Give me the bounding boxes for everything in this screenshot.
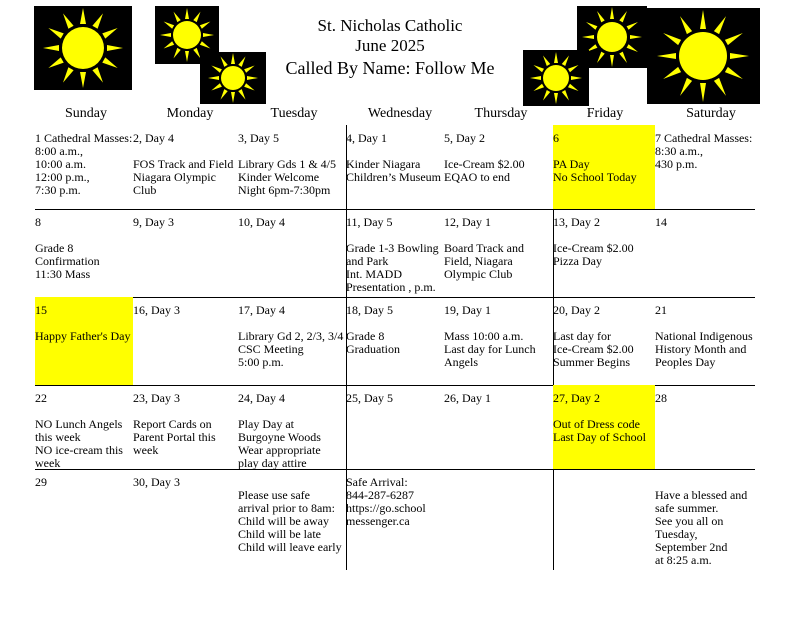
- day-header-wednesday: Wednesday: [367, 106, 433, 121]
- cell-event: Niagara Olympic Club: [133, 170, 216, 197]
- month-title: June 2025: [355, 36, 425, 55]
- calendar-cell: [655, 125, 755, 209]
- cell-event: Library Gd 2, 2/3, 3/4: [238, 329, 344, 343]
- calendar-cell: [346, 297, 444, 385]
- cell-event: Pizza Day: [553, 254, 602, 268]
- cell-event: Out of Dress code: [553, 417, 640, 431]
- cell-event: Grade 1-3 Bowling: [346, 241, 439, 255]
- cell-event: play day attire: [238, 456, 307, 469]
- calendar-cell: [133, 385, 238, 469]
- cell-date: 23, Day 3: [133, 391, 180, 405]
- cell-event: Library Gds 1 & 4/5: [238, 157, 336, 171]
- cell-event: See you all on: [655, 514, 724, 528]
- calendar-cell: [444, 469, 553, 570]
- cell-event: Peoples Day: [655, 355, 716, 369]
- cell-event: Summer Begins: [553, 355, 630, 369]
- cell-event: No School Today: [553, 170, 637, 184]
- day-header-friday: Friday: [586, 106, 624, 121]
- cell-event: 10:00 a.m.: [35, 157, 86, 171]
- cell-event: Kinder Welcome: [238, 170, 320, 184]
- cell-event: Children’s Museum: [346, 170, 441, 184]
- calendar-cell: [238, 469, 346, 570]
- cell-event: messenger.ca: [346, 514, 410, 528]
- cell-date: 18, Day 5: [346, 303, 393, 317]
- school-name: St. Nicholas Catholic: [317, 16, 463, 35]
- calendar-cell: [133, 209, 238, 297]
- cell-date: 6: [553, 131, 559, 145]
- calendar-cell: [655, 385, 755, 469]
- cell-event: arrival prior to 8am:: [238, 501, 335, 515]
- cell-event: Mass 10:00 a.m.: [444, 329, 524, 343]
- calendar-cell: [346, 469, 444, 570]
- cell-event: this week: [35, 430, 81, 444]
- calendar-cell: [553, 297, 655, 385]
- cell-event: safe summer.: [655, 501, 719, 515]
- cell-date: 17, Day 4: [238, 303, 285, 317]
- cell-event: September 2nd: [655, 540, 728, 554]
- cell-date: 11, Day 5: [346, 215, 393, 229]
- cell-event: Wear appropriate: [238, 443, 321, 457]
- cell-event: at 8:25 a.m.: [655, 553, 712, 567]
- calendar-cell: [35, 297, 133, 385]
- cell-event: 430 p.m.: [655, 157, 698, 171]
- cell-event: Board Track and: [444, 241, 524, 255]
- cell-event: Graduation: [346, 342, 400, 356]
- cell-date: 12, Day 1: [444, 215, 491, 229]
- cell-event: 5:00 p.m.: [238, 355, 284, 369]
- cell-date: 20, Day 2: [553, 303, 600, 317]
- cell-event: Parent Portal this: [133, 430, 216, 444]
- calendar-cell: [35, 125, 133, 209]
- cell-event: Grade 8: [346, 329, 385, 343]
- calendar-cell: [655, 297, 755, 385]
- cell-event: 7:30 p.m.: [35, 183, 81, 197]
- calendar-cell: [655, 209, 755, 297]
- cell-date: 27, Day 2: [553, 391, 600, 405]
- cell-date: 9, Day 3: [133, 215, 174, 229]
- cell-date: 21: [655, 303, 667, 317]
- cell-date: 25, Day 5: [346, 391, 393, 405]
- cell-event: Grade 8: [35, 241, 74, 255]
- calendar-cell: [238, 209, 346, 297]
- cell-date: 3, Day 5: [238, 131, 279, 145]
- cell-date: 26, Day 1: [444, 391, 491, 405]
- cell-event: National Indigenous: [655, 329, 753, 343]
- cell-event: History Month and: [655, 342, 747, 356]
- cell-date: 16, Day 3: [133, 303, 180, 317]
- cell-event: Ice-Cream $2.00: [553, 241, 634, 255]
- cell-date: 7 Cathedral Masses:: [655, 131, 753, 145]
- cell-event: Confirmation: [35, 254, 100, 268]
- cell-event: Int. MADD: [346, 267, 402, 281]
- cell-event: Ice-Cream $2.00: [444, 157, 525, 171]
- cell-date: 28: [655, 391, 667, 405]
- cell-event: Night 6pm-7:30pm: [238, 183, 331, 197]
- cell-date: 8: [35, 215, 41, 229]
- cell-date: 15: [35, 303, 47, 317]
- cell-event: Play Day at: [238, 417, 294, 431]
- sun-icon: [34, 6, 132, 90]
- cell-event: NO Lunch Angels: [35, 417, 123, 431]
- day-header-thursday: Thursday: [474, 106, 528, 121]
- cell-event: Child will be late: [238, 527, 321, 541]
- calendar-cell: [346, 209, 444, 297]
- calendar-cell: [553, 209, 655, 297]
- day-header-tuesday: Tuesday: [270, 106, 318, 121]
- calendar-cell: [444, 385, 553, 469]
- cell-date: 29: [35, 475, 47, 489]
- calendar-cell: [346, 125, 444, 209]
- calendar-cell: [655, 469, 755, 570]
- calendar-cell: [133, 297, 238, 385]
- cell-date: 2, Day 4: [133, 131, 174, 145]
- cell-event: Olympic Club: [444, 267, 513, 281]
- calendar-cell: [553, 125, 655, 209]
- cell-date: 5, Day 2: [444, 131, 485, 145]
- cell-event: Have a blessed and: [655, 488, 748, 502]
- cell-event: Last day for: [553, 329, 611, 343]
- cell-event: Ice-Cream $2.00: [553, 342, 634, 356]
- cell-date: 4, Day 1: [346, 131, 387, 145]
- cell-event: Safe Arrival:: [346, 475, 408, 489]
- cell-date: 22: [35, 391, 47, 405]
- cell-event: PA Day: [553, 157, 590, 171]
- cell-event: week: [133, 443, 159, 457]
- cell-event: Burgoyne Woods: [238, 430, 321, 444]
- cell-event: 844-287-6287: [346, 488, 414, 502]
- cell-date: 14: [655, 215, 667, 229]
- day-header-sunday: Sunday: [65, 106, 107, 121]
- cell-event: Presentation , p.m.: [346, 280, 436, 294]
- calendar-cell: [553, 469, 655, 570]
- cell-event: Happy Father's Day: [35, 329, 131, 343]
- cell-event: 12:00 p.m.,: [35, 170, 90, 184]
- day-header-saturday: Saturday: [686, 106, 736, 121]
- cell-event: Report Cards on: [133, 417, 212, 431]
- cell-event: Child will be away: [238, 514, 329, 528]
- cell-event: 11:30 Mass: [35, 267, 91, 281]
- calendar-cell: [444, 297, 553, 385]
- cell-event: Please use safe: [238, 488, 310, 502]
- calendar-cell: [444, 125, 553, 209]
- calendar-cell: [133, 469, 238, 570]
- calendar-cell: [444, 209, 553, 297]
- cell-event: Angels: [444, 355, 478, 369]
- calendar-cell: [238, 125, 346, 209]
- cell-event: Field, Niagara: [444, 254, 513, 268]
- cell-event: https://go.school: [346, 501, 426, 515]
- calendar-cell: [35, 385, 133, 469]
- calendar-cell: [238, 297, 346, 385]
- cell-event: EQAO to end: [444, 170, 510, 184]
- calendar-cell: [133, 125, 238, 209]
- calendar-cell: [35, 469, 133, 570]
- cell-date: 30, Day 3: [133, 475, 180, 489]
- cell-event: Last day for Lunch: [444, 342, 536, 356]
- cell-event: Kinder Niagara: [346, 157, 421, 171]
- cell-date: 10, Day 4: [238, 215, 285, 229]
- sun-icon: [647, 8, 760, 104]
- cell-event: FOS Track and Field: [133, 157, 234, 171]
- calendar-cell: [35, 209, 133, 297]
- cell-event: Last Day of School: [553, 430, 646, 444]
- day-header-monday: Monday: [166, 106, 214, 121]
- cell-event: Child will leave early: [238, 540, 342, 554]
- cell-event: 8:30 a.m.,: [655, 144, 703, 158]
- cell-date: 13, Day 2: [553, 215, 600, 229]
- cell-event: and Park: [346, 254, 389, 268]
- cell-event: Tuesday,: [655, 527, 698, 541]
- calendar-cell: [553, 385, 655, 469]
- calendar-cell: [346, 385, 444, 469]
- cell-date: 1 Cathedral Masses:: [35, 131, 133, 145]
- calendar-cell: [238, 385, 346, 469]
- cell-event: week: [35, 456, 61, 469]
- cell-date: 19, Day 1: [444, 303, 491, 317]
- cell-event: CSC Meeting: [238, 342, 304, 356]
- theme-title: Called By Name: Follow Me: [285, 58, 495, 78]
- cell-event: 8:00 a.m.,: [35, 144, 83, 158]
- cell-event: NO ice-cream this: [35, 443, 123, 457]
- cell-date: 24, Day 4: [238, 391, 285, 405]
